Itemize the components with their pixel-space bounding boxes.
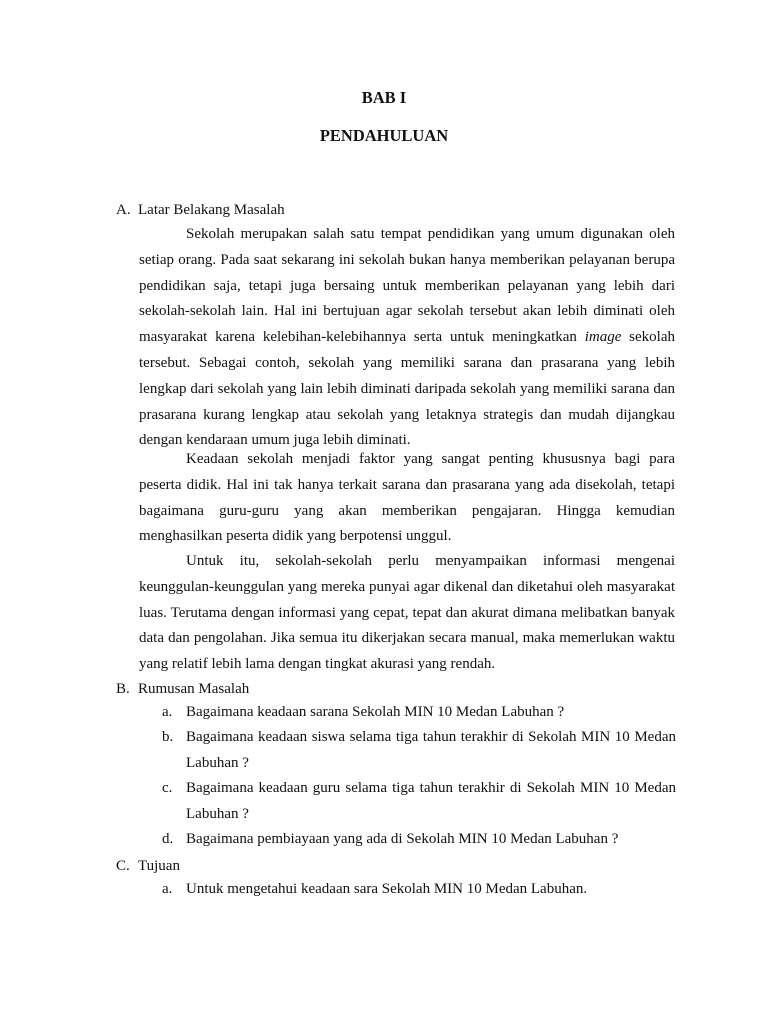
section-marker: C. bbox=[116, 858, 130, 874]
list-item bbox=[162, 700, 676, 726]
list-item bbox=[162, 877, 676, 903]
list-item-text: Bagaimana keadaan siswa selama tiga tahun terakhir di Sekolah MIN 10 Medan Labuhan ? bbox=[186, 729, 676, 771]
paragraph-text: sekolah tersebut. Sebagai contoh, sekolah yang memiliki sarana dan prasarana yang lebih lengkap dari sekolah yang lain lebih diminati daripada sekolah yang memiliki sarana dan prasarana kurang lengkap atau sekolah yang letaknya strategis dan mudah dijangkau dengan kendaraan umum juga lebih diminati. bbox=[139, 329, 675, 449]
section-title: Latar Belakang Masalah bbox=[138, 202, 285, 218]
section-b-heading bbox=[116, 679, 249, 699]
section-marker: A. bbox=[116, 202, 131, 218]
list-marker: c. bbox=[162, 780, 173, 796]
list-marker: a. bbox=[162, 881, 173, 897]
paragraph-3: Untuk itu, sekolah-sekolah perlu menyampaikan informasi mengenai keunggulan-keunggulan yang mereka punyai agar dikenal dan diketahui oleh masyarakat luas. Terutama dengan informasi yang cepat, tepat dan akurat dimana melibatkan banyak data dan pengolahan. Jika semua itu dikerjakan secara manual, maka memerlukan waktu yang relatif lebih lama dengan tingkat akurasi yang rendah. bbox=[139, 553, 675, 673]
chapter-title: PENDAHULUAN bbox=[319, 126, 449, 145]
list-item-text: Bagaimana keadaan guru selama tiga tahun terakhir di Sekolah MIN 10 Medan Labuhan ? bbox=[186, 780, 676, 822]
list-marker: a. bbox=[162, 704, 173, 720]
list-item bbox=[162, 776, 676, 828]
section-c-heading bbox=[116, 856, 180, 876]
section-title: Rumusan Masalah bbox=[138, 681, 250, 697]
paragraph-1 bbox=[139, 222, 675, 454]
section-title: Tujuan bbox=[138, 858, 180, 874]
paragraph-2: Keadaan sekolah menjadi faktor yang sangat penting khususnya bagi para peserta didik. Hal ini tak hanya terkait sarana dan prasarana yang ada disekolah, tetapi bagaimana guru-guru yang akan memberikan pengajaran. Hingga kemudian menghasilkan peserta didik yang berpotensi unggul. bbox=[139, 451, 675, 545]
list-item-text: Bagaimana pembiayaan yang ada di Sekolah MIN 10 Medan Labuhan ? bbox=[186, 831, 619, 847]
list-item-text: Untuk mengetahui keadaan sara Sekolah MIN 10 Medan Labuhan. bbox=[186, 881, 588, 897]
section-a-heading bbox=[116, 200, 285, 220]
chapter-heading: BAB I bbox=[361, 88, 407, 107]
list-item bbox=[162, 725, 676, 777]
paragraph-text: Sekolah merupakan salah satu tempat pendidikan yang umum digunakan oleh setiap orang. Pada saat sekarang ini sekolah bukan hanya memberikan pelayanan berupa pendidikan saja, tetapi juga bersaing untuk memberikan pelayanan yang lebih dari sekolah-sekolah lain. Hal ini bertujuan agar sekolah tersebut akan lebih diminati oleh masyarakat karena kelebihan-kelebihannya serta untuk meningkatkan bbox=[139, 226, 675, 346]
list-item-text: Bagaimana keadaan sarana Sekolah MIN 10 Medan Labuhan ? bbox=[186, 704, 565, 720]
italic-term: image bbox=[584, 329, 622, 346]
list-marker: d. bbox=[162, 831, 174, 847]
list-marker: b. bbox=[162, 729, 174, 745]
section-marker: B. bbox=[116, 681, 130, 697]
list-item bbox=[162, 827, 676, 853]
